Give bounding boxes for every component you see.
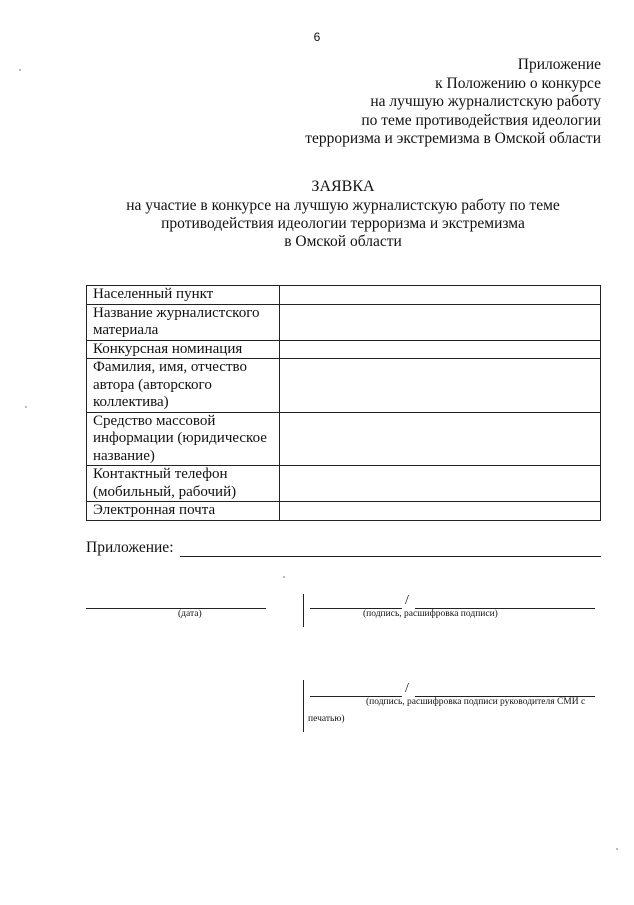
row-label-media: Средство массовой информации (юридическое название) [87, 412, 280, 466]
row-label-email: Электронная почта [87, 502, 280, 521]
date-caption: (дата) [178, 609, 202, 619]
row-value-media[interactable] [280, 412, 601, 466]
head-signature-caption-cont: печатью) [308, 714, 345, 724]
scan-speck [25, 406, 27, 408]
appendix-line: к Положению о конкурсе [435, 74, 601, 92]
row-label-nomination: Конкурсная номинация [87, 340, 280, 359]
row-value-nomination[interactable] [280, 340, 601, 359]
attachment-label: Приложение: [86, 539, 174, 556]
table-row [87, 466, 601, 502]
table-row [87, 412, 601, 466]
attachment-fill-line[interactable] [180, 540, 602, 557]
application-heading [0, 178, 634, 251]
row-value-author[interactable] [280, 359, 601, 413]
table-row [87, 359, 601, 413]
appendix-line: на лучшую журналистскую работу [370, 93, 601, 110]
row-value-email[interactable] [280, 502, 601, 521]
application-form-table [86, 285, 601, 521]
scan-speck [283, 576, 285, 578]
table-row [87, 502, 601, 521]
table-row [87, 286, 601, 305]
head-signature-slash: / [405, 681, 409, 696]
attachment-line [86, 539, 601, 557]
signature-slash: / [405, 593, 409, 608]
appendix-header [305, 56, 601, 149]
appendix-line: по теме противодействия идеологии [361, 111, 601, 129]
row-value-settlement[interactable] [280, 286, 601, 305]
row-value-phone[interactable] [280, 466, 601, 502]
scan-speck [19, 69, 21, 71]
heading-line: в Омской области [284, 233, 402, 250]
row-label-settlement: Населенный пункт [87, 286, 280, 305]
head-signature-caption: (подпись, расшифровка подписи руководителя СМИ с [366, 697, 586, 707]
page-number: 6 [313, 30, 321, 44]
row-label-author: Фамилия, имя, отчество автора (авторского коллектива) [87, 359, 280, 413]
signature-caption: (подпись, расшифровка подписи) [363, 609, 498, 619]
row-label-phone: Контактный телефон (мобильный, рабочий) [87, 466, 280, 502]
row-value-material-title[interactable] [280, 304, 601, 340]
row-label-material-title: Название журналистского материала [87, 304, 280, 340]
head-signature-divider [303, 680, 304, 732]
heading-line: противодействия идеологии терроризма и экстремизма [161, 215, 525, 232]
scan-speck [616, 848, 618, 850]
table-row [87, 340, 601, 359]
heading-line: на участие в конкурсе на лучшую журналистскую работу по теме [126, 197, 560, 214]
appendix-line: Приложение [517, 56, 601, 73]
appendix-line: терроризма и экстремизма в Омской области [305, 130, 601, 147]
date-line[interactable] [86, 608, 266, 609]
table-row [87, 304, 601, 340]
signature-divider [303, 594, 304, 627]
document-title: ЗАЯВКА [311, 178, 375, 195]
